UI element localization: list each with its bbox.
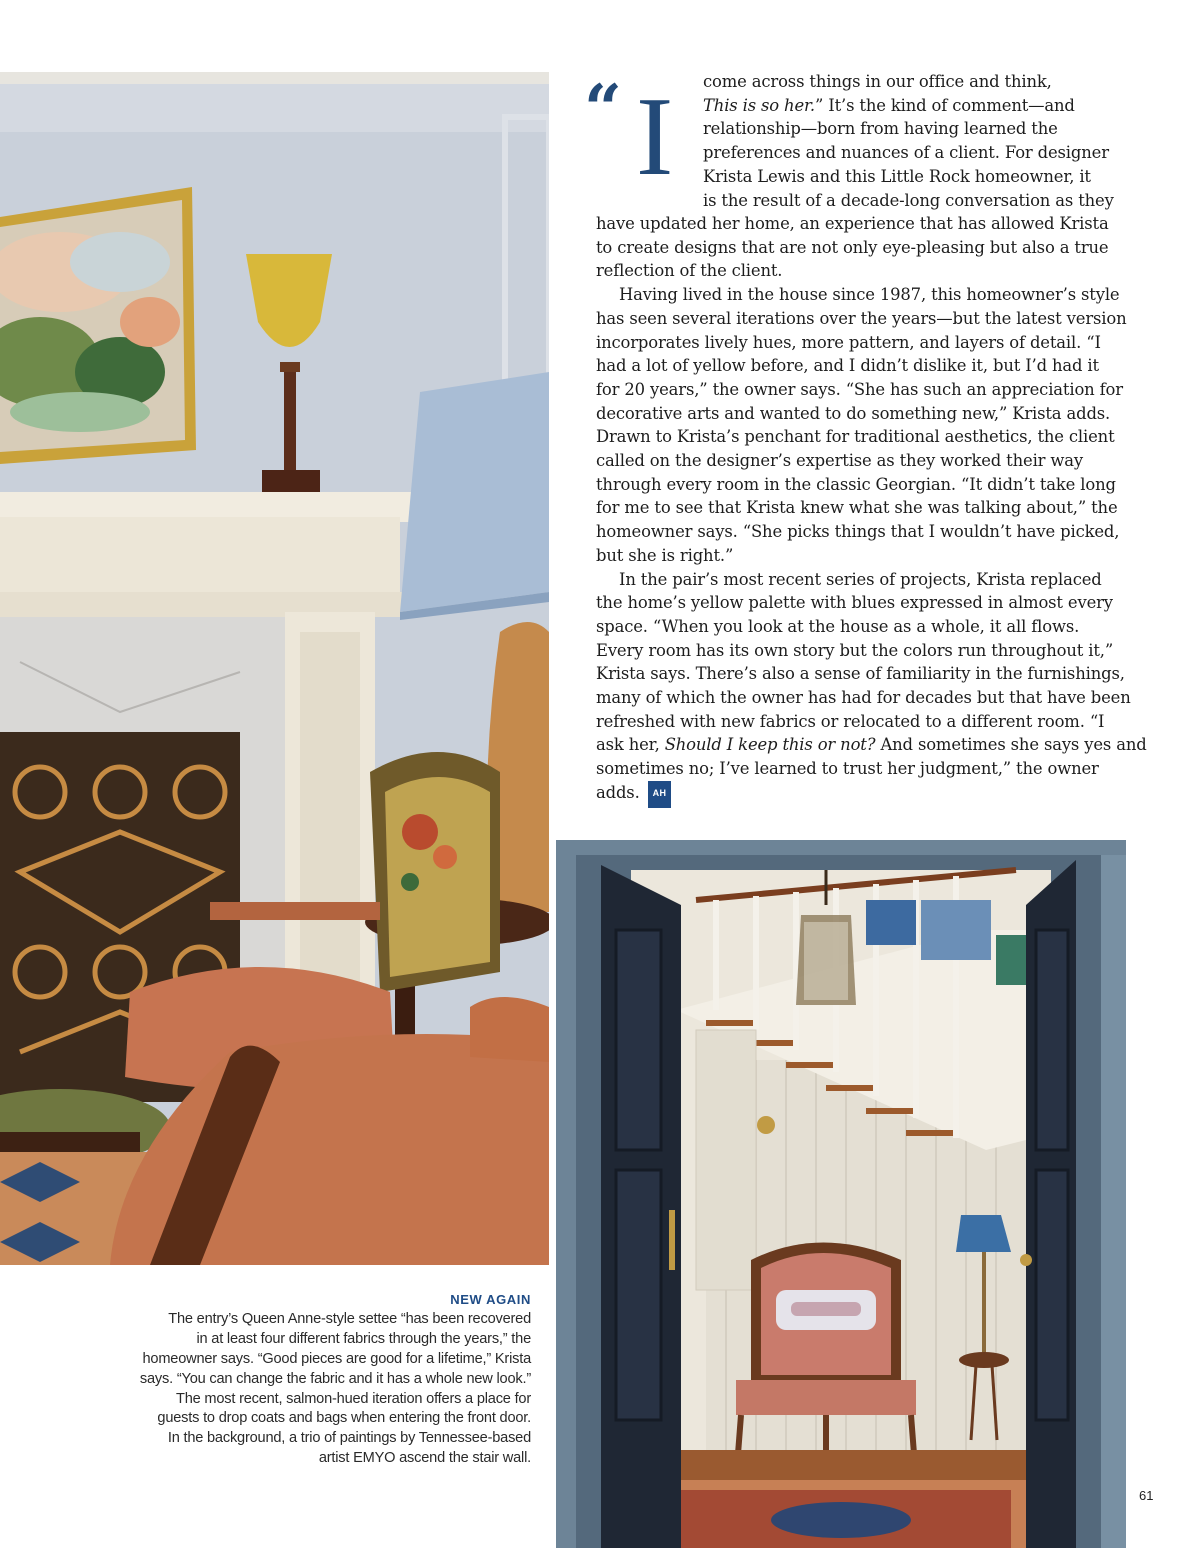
text-line: to create designs that are not only eye-pleasing but also a true: [596, 237, 1109, 257]
text-segment: And sometimes she says yes and: [875, 735, 1147, 755]
text-line: [596, 781, 1126, 808]
text-line: for 20 years,” the owner says. “She has such an appreciation for: [596, 379, 1123, 399]
lead-line-rest: ” It’s the kind of comment—and: [814, 95, 1075, 115]
photo-caption: [70, 1290, 531, 1469]
quote-mark: “: [584, 70, 622, 148]
text-line: Krista says. There’s also a sense of familiarity in the furnishings,: [596, 664, 1125, 684]
text-line: decorative arts and wanted to do something new,” Krista adds.: [596, 403, 1111, 423]
text-line: through every room in the classic Georgian. “It didn’t take long: [596, 474, 1116, 494]
text-line: the home’s yellow palette with blues expressed in almost every: [596, 593, 1113, 613]
lead-line: preferences and nuances of a client. For designer: [703, 143, 1109, 163]
text-line: has seen several iterations over the years—but the latest version: [596, 308, 1127, 328]
text-line: reflection of the client.: [596, 261, 783, 281]
lead-line: come across things in our office and think,: [703, 72, 1052, 91]
caption-line: says. “You can change the fabric and it has a whole new look.”: [139, 1370, 531, 1387]
text-line: Every room has its own story but the colors run throughout it,”: [596, 640, 1114, 660]
paragraph-3: [596, 568, 1147, 808]
text-line: Drawn to Krista’s penchant for traditional aesthetics, the client: [596, 427, 1115, 447]
lead-line: is the result of a decade-long conversation as they: [703, 190, 1114, 210]
paragraph-1: [596, 212, 1126, 283]
text-line: Having lived in the house since 1987, this homeowner’s style: [619, 285, 1120, 305]
caption-line: in at least four different fabrics through the years,” the: [196, 1330, 531, 1347]
caption-line: In the background, a trio of paintings by Tennessee-based: [167, 1430, 531, 1447]
caption-line: The most recent, salmon-hued iteration offers a place for: [176, 1390, 531, 1407]
last-word: adds.: [596, 782, 640, 802]
text-line: called on the designer’s expertise as they worked their way: [596, 451, 1084, 471]
paragraph-2: [596, 283, 1126, 567]
text-line: [596, 733, 1147, 757]
text-line: refreshed with new fabrics or relocated to a different room. “I: [596, 711, 1105, 731]
caption-line: homeowner says. “Good pieces are good for a lifetime,” Krista: [142, 1350, 531, 1367]
lead-line: relationship—born from having learned the: [703, 119, 1058, 139]
text-line: had a lot of yellow before, and I didn’t dislike it, but I’d had it: [596, 356, 1099, 376]
text-line: have updated her home, an experience that has allowed Krista: [596, 214, 1109, 233]
lead-line: [703, 94, 1126, 118]
italic-phrase: Should I keep this or not?: [664, 735, 876, 755]
drop-cap: I: [636, 75, 674, 199]
text-segment: ask her,: [596, 735, 665, 755]
article-body: [584, 70, 1147, 808]
text-line: incorporates lively hues, more pattern, and layers of detail. “I: [596, 332, 1101, 352]
living-room-photo: [0, 72, 549, 1265]
lead-block: [584, 70, 1126, 212]
caption-line: The entry’s Queen Anne-style settee “has been recovered: [168, 1310, 531, 1327]
lead-lines: [703, 70, 1126, 212]
caption-line: artist EMYO ascend the stair wall.: [318, 1450, 531, 1467]
caption-title: NEW AGAIN: [450, 1292, 531, 1307]
text-line: sometimes no; I’ve learned to trust her judgment,” the owner: [596, 759, 1099, 779]
page-number: 61: [1139, 1488, 1154, 1503]
caption-line: guests to drop coats and bags when entering the front door.: [157, 1410, 531, 1427]
text-line: homeowner says. “She picks things that I wouldn’t have picked,: [596, 522, 1120, 542]
text-line: In the pair’s most recent series of projects, Krista replaced: [619, 569, 1102, 589]
end-mark-badge: AH: [648, 781, 672, 808]
text-line: space. “When you look at the house as a whole, it all flows.: [596, 616, 1080, 636]
lead-italic: This is so her.: [703, 95, 815, 115]
text-line: many of which the owner has had for decades but that have been: [596, 688, 1131, 708]
lead-line: Krista Lewis and this Little Rock homeowner, it: [703, 166, 1091, 186]
entry-hall-photo: [556, 840, 1126, 1548]
text-line: for me to see that Krista knew what she was talking about,” the: [596, 498, 1118, 518]
text-line: but she is right.”: [596, 545, 734, 565]
